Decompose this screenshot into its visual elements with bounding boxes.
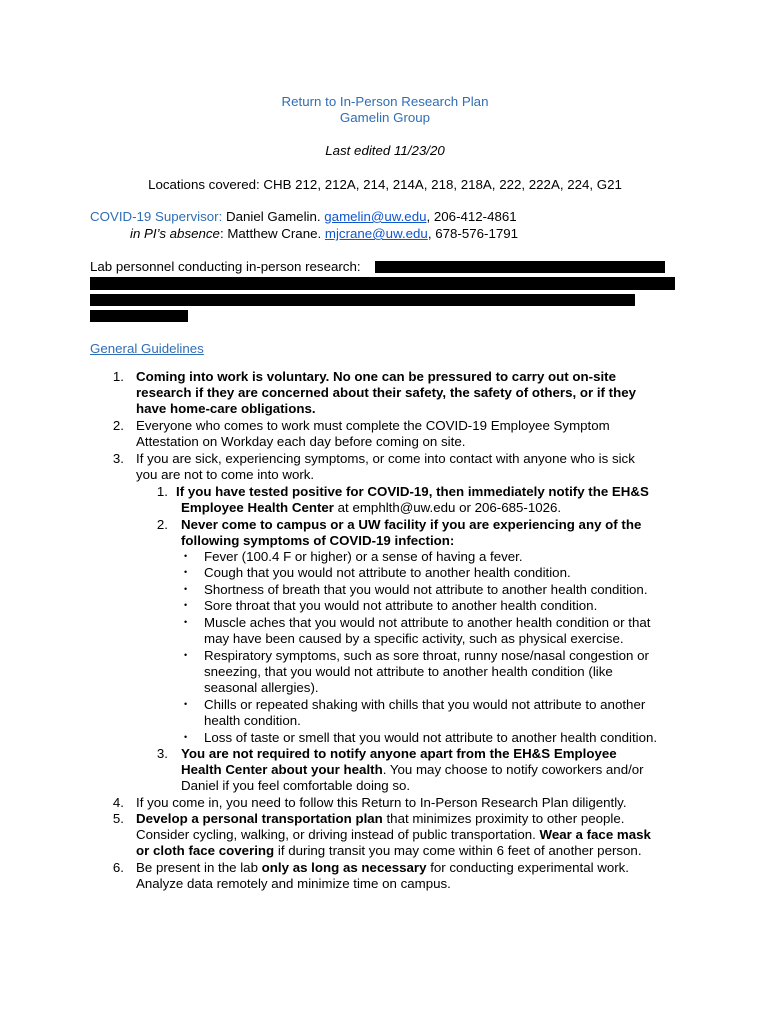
sublist-item-text: Daniel if you feel comfortable doing so. bbox=[181, 778, 411, 793]
locations-covered: Locations covered: CHB 212, 212A, 214, 214A, 218, 218A, 222, 222A, 224, G21 bbox=[148, 177, 622, 192]
symptom-item: Sore throat that you would not attribute to another health condition. bbox=[204, 598, 598, 613]
symptom-item: Respiratory symptoms, such as sore throat, runny nose/nasal congestion or bbox=[204, 648, 649, 663]
doc-title: Return to In-Person Research Plan bbox=[281, 94, 489, 109]
bullet-icon: • bbox=[184, 617, 188, 627]
list-number: 2. bbox=[112, 418, 124, 433]
supervisor-name: Daniel Gamelin. bbox=[222, 209, 325, 224]
symptom-item: Fever (100.4 F or higher) or a sense of having a fever. bbox=[204, 549, 523, 564]
last-edited: Last edited 11/23/20 bbox=[325, 143, 445, 158]
plain-text: if during transit you may come within 6 feet of another person. bbox=[274, 843, 642, 858]
bullet-icon: • bbox=[184, 584, 188, 594]
bullet-icon: • bbox=[184, 551, 188, 561]
emphasis: Health Center about your health bbox=[181, 762, 383, 777]
sublist-number: 3. bbox=[156, 746, 168, 761]
supervisor-line bbox=[90, 209, 517, 226]
contact-info: at emphlth@uw.edu or 206-685-1026. bbox=[333, 500, 562, 515]
supervisor-label: COVID-19 Supervisor: bbox=[90, 209, 223, 224]
bullet-icon: • bbox=[184, 650, 188, 660]
absence-line bbox=[130, 226, 518, 243]
symptom-item: sneezing, that you would not attribute to another health condition (like bbox=[204, 664, 613, 679]
redaction-bar bbox=[90, 277, 675, 290]
emphasis: or cloth face covering bbox=[136, 843, 275, 858]
sublist-item-text: If you have tested positive for COVID-19, then immediately notify the EH&S bbox=[176, 484, 649, 499]
list-item-text bbox=[136, 811, 624, 828]
sublist-number: 2. bbox=[156, 517, 168, 532]
absence-phone: , 678-576-1791 bbox=[427, 226, 519, 241]
list-item-text bbox=[136, 827, 651, 844]
sublist-item-text bbox=[181, 762, 644, 779]
bullet-icon: • bbox=[184, 600, 188, 610]
general-guidelines-heading: General Guidelines bbox=[90, 341, 204, 356]
list-item-text: Coming into work is voluntary. No one can be pressured to carry out on-site bbox=[136, 369, 616, 384]
personnel-label: Lab personnel conducting in-person research: bbox=[90, 259, 361, 274]
redaction-bar bbox=[375, 261, 665, 273]
list-item-text: Everyone who comes to work must complete the COVID-19 Employee Symptom bbox=[136, 418, 610, 433]
list-number: 4. bbox=[112, 795, 124, 810]
list-number: 6. bbox=[112, 860, 124, 875]
sublist-item-text: You are not required to notify anyone apart from the EH&S Employee bbox=[181, 746, 617, 761]
emphasis: only as long as necessary bbox=[261, 860, 427, 875]
list-item-text: If you come in, you need to follow this Return to In-Person Research Plan diligently. bbox=[136, 795, 627, 810]
redaction-bar bbox=[90, 310, 188, 322]
absence-email-link[interactable]: mjcrane@uw.edu bbox=[324, 226, 428, 241]
list-number: 5. bbox=[112, 811, 124, 826]
symptom-item: may have been caused by a specific activity, such as physical exercise. bbox=[204, 631, 624, 646]
sublist-item-text: Never come to campus or a UW facility if you are experiencing any of the bbox=[181, 517, 642, 532]
bullet-icon: • bbox=[184, 699, 188, 709]
plain-text: for conducting experimental work. bbox=[426, 860, 630, 875]
redaction-bar bbox=[90, 294, 635, 306]
list-item-text: If you are sick, experiencing symptoms, or come into contact with anyone who is sick bbox=[136, 451, 635, 466]
supervisor-email-link[interactable]: gamelin@uw.edu bbox=[324, 209, 427, 224]
symptom-item: Cough that you would not attribute to another health condition. bbox=[204, 565, 571, 580]
bullet-icon: • bbox=[184, 732, 188, 742]
symptom-item: Muscle aches that you would not attribute to another health condition or that bbox=[204, 615, 651, 630]
list-number: 3. bbox=[112, 451, 124, 466]
plain-text: . You may choose to notify coworkers and/or bbox=[382, 762, 644, 777]
symptom-item: Chills or repeated shaking with chills that you would not attribute to another bbox=[204, 697, 646, 712]
emphasis: Employee Health Center bbox=[181, 500, 334, 515]
sublist-item-text: following symptoms of COVID-19 infection: bbox=[181, 533, 455, 548]
list-item-text: you are not to come into work. bbox=[136, 467, 315, 482]
list-item-text: Attestation on Workday each day before coming on site. bbox=[136, 434, 466, 449]
symptom-item: Loss of taste or smell that you would not attribute to another health condition. bbox=[204, 730, 658, 745]
symptom-item: seasonal allergies). bbox=[204, 680, 319, 695]
symptom-item: Shortness of breath that you would not attribute to another health condition. bbox=[204, 582, 648, 597]
supervisor-phone: , 206-412-4861 bbox=[426, 209, 517, 224]
list-item-text bbox=[136, 860, 629, 877]
emphasis: Wear a face mask bbox=[539, 827, 651, 842]
bullet-icon: • bbox=[184, 567, 188, 577]
plain-text: Be present in the lab bbox=[136, 860, 262, 875]
symptom-item: health condition. bbox=[204, 713, 301, 728]
list-number: 1. bbox=[112, 369, 124, 384]
absence-name: : Matthew Crane. bbox=[219, 226, 325, 241]
list-item-text: have home-care obligations. bbox=[136, 401, 316, 416]
list-item-text: research if they are concerned about their safety, the safety of others, or if they bbox=[136, 385, 637, 400]
plain-text: Consider cycling, walking, or driving instead of public transportation. bbox=[136, 827, 540, 842]
emphasis: Develop a personal transportation plan bbox=[136, 811, 383, 826]
list-item-text: Analyze data remotely and minimize time on campus. bbox=[136, 876, 451, 891]
doc-group: Gamelin Group bbox=[339, 110, 431, 125]
sublist-number: 1. bbox=[156, 484, 168, 499]
absence-label: in PI’s absence bbox=[130, 226, 220, 241]
list-item-text bbox=[136, 843, 642, 860]
sublist-item-text bbox=[181, 500, 561, 517]
plain-text: that minimizes proximity to other people. bbox=[382, 811, 625, 826]
